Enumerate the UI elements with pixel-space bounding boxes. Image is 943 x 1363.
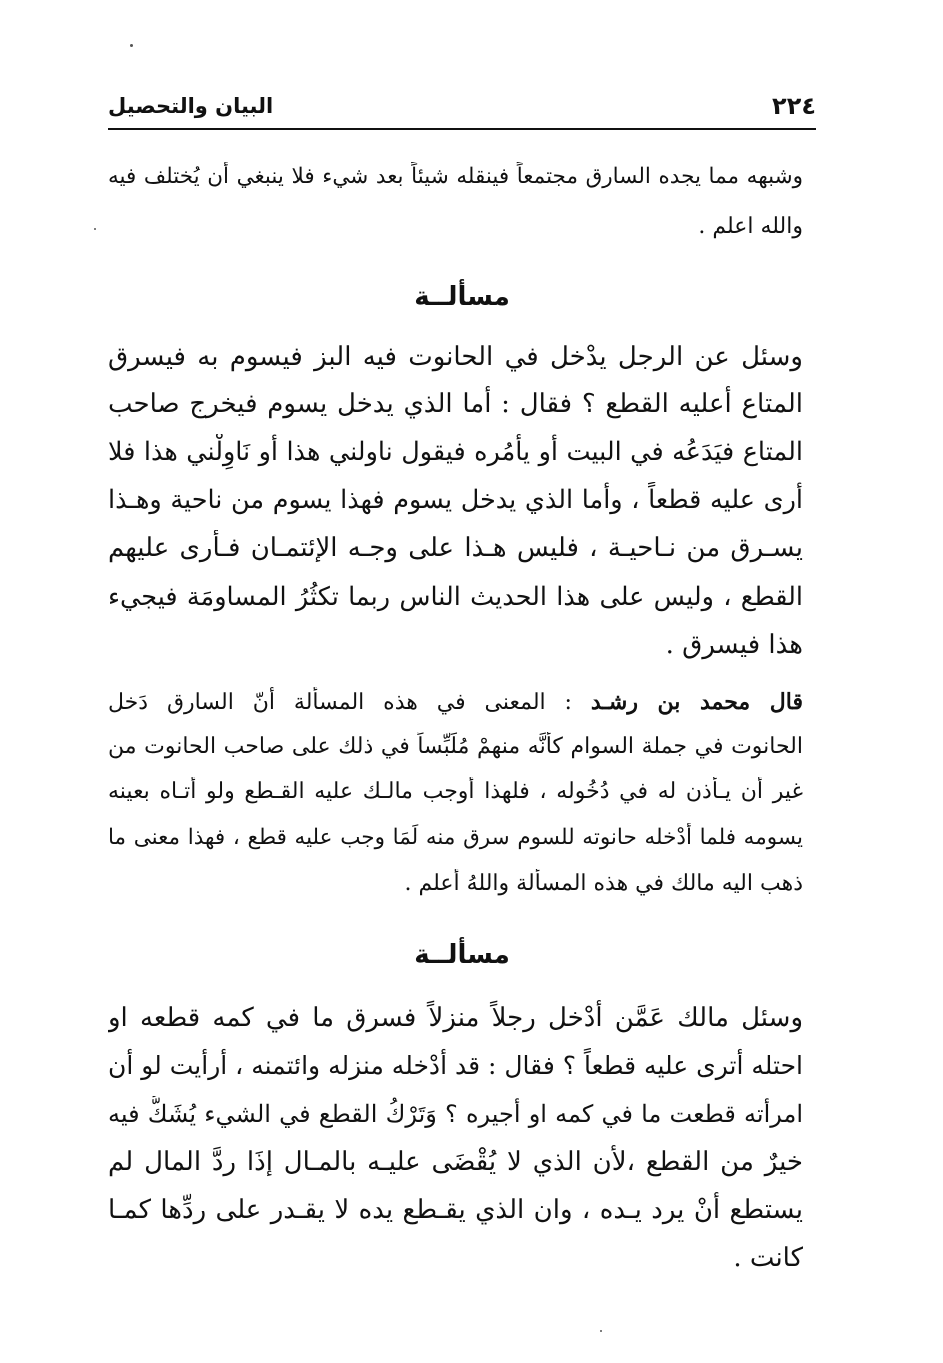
scan-speck — [94, 228, 96, 230]
question-line: وسئل مالك عَمَّن أدْخل رجلاً منزلاً فسرق ما في كمه قطعه او — [108, 1003, 803, 1033]
scan-speck — [130, 44, 133, 47]
question-line: يستطع أنْ يرد يـده ، وان الذي يقـطع يده لا يقـدر على ردِّها كمـا — [108, 1195, 803, 1225]
question-line: كانت . — [733, 1243, 803, 1273]
commentary-text: : المعنى في هذه المسألة أنّ السارق دَخل — [108, 690, 591, 715]
commentary-author: قال محمد بن رشـد — [590, 689, 803, 715]
commentary-line: يسومه فلما أدْخله حانوته للسوم سرق منه لَمَا وجب عليه قطع ، فهذا معنى ما — [108, 825, 803, 850]
commentary-line — [108, 687, 803, 717]
section-heading: مسألــة — [414, 940, 510, 970]
question-line: القطع ، وليس على هذا الحديث الناس ربما تكثُرُ المساومَة فيجيء — [108, 582, 803, 612]
commentary-line: الحانوت في جملة السوام كأنَّه منهمْ مُلَبِّساً في ذلك على صاحب الحانوت من — [108, 734, 803, 759]
running-title: البيان والتحصيل — [108, 94, 274, 118]
question-line: يسـرق من نـاحيـة ، فليس هـذا على وجـه الإئتمـان فـأرى عليهم — [108, 533, 803, 563]
question-line: خيرٌ من القطع ،لأن الذي لا يُقْضَى عليـه بالمـال إذَا ردَّ المال لم — [108, 1147, 803, 1177]
question-line: هذا فيسرق . — [665, 630, 803, 660]
question-line: وسئل عن الرجل يدْخل في الحانوت فيه البز فيسوم به فيسرق — [108, 342, 803, 372]
question-line: احتله أترى عليه قطعاً ؟ فقال : قد أدْخله منزله وائتمنه ، أرأيت لو أن — [108, 1051, 803, 1080]
page-number: ٢٢٤ — [772, 92, 816, 120]
commentary-line: ذهب اليه مالك في هذه المسألة واللهُ أعلم . — [404, 871, 803, 896]
intro-line: وشبهه مما يجده السارق مجتمعاً فينقله شيئاً بعد شيء فلا ينبغي أن يُختلف فيه — [108, 164, 803, 189]
section-heading: مسألــة — [414, 282, 510, 312]
header-rule — [108, 128, 816, 130]
commentary-line: غير أن يـأذن له في دُخُوله ، فلهذا أوجب مالـك عليه القـطع ولو أتـاه بعينه — [108, 779, 803, 804]
question-line: المتاع فيَدَعُه في البيت أو يأمُره فيقول ناولني هذا أو نَاوِلْني هذا فلا — [108, 437, 803, 467]
question-line: امرأته قطعت ما في كمه او أجيره ؟ وَتَرْكُ القطع في الشيء يُشَكُّ فيه — [108, 1100, 803, 1128]
page-header — [108, 92, 816, 126]
intro-line: والله اعلم . — [698, 214, 803, 239]
question-line: المتاع أعليه القطع ؟ فقال : أما الذي يدخل يسوم فيخرج صاحب — [108, 389, 803, 419]
scan-speck — [600, 1330, 602, 1332]
question-line: أرى عليه قطعاً ، وأما الذي يدخل يسوم فهذا يسوم من ناحية وهـذا — [108, 485, 803, 515]
